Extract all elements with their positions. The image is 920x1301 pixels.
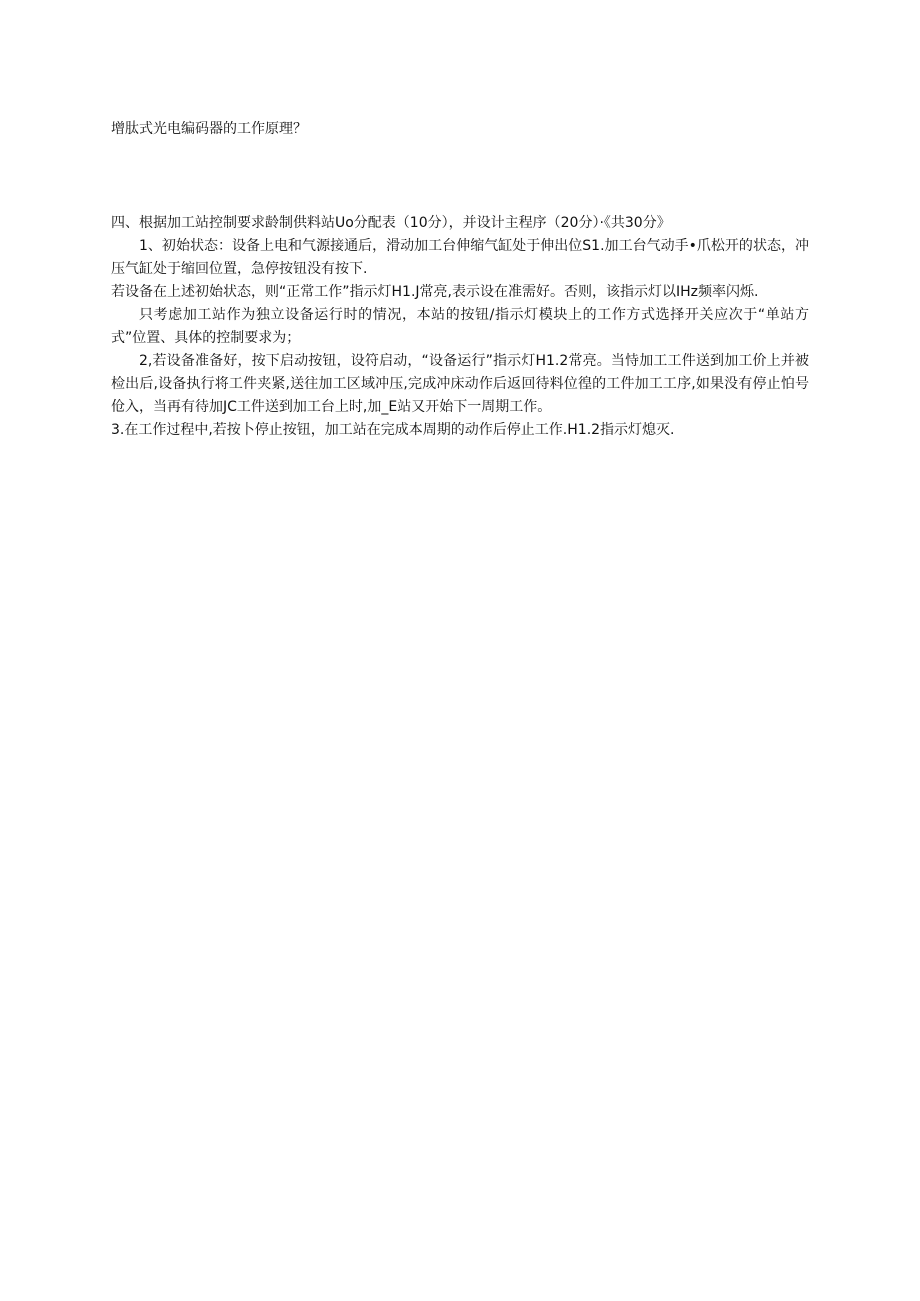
paragraph-single-station-mode: 只考虑加工站作为独立设备运行时的情况，本站的按钮/指示灯模块上的工作方式选择开关应次于“单站方式”位置、具体的控制要求为； <box>111 307 809 346</box>
paragraph-initial-state: 1、初始状态：设备上电和气源接通后，滑动加工台伸缩气缸处于伸出位S1.加工台气动手•爪松开的状态，冲压气缸处于缩回位置，急停按钮没有按下. <box>111 238 809 277</box>
question-prompt: 增肽式光电编码器的工作原理？ <box>111 121 307 137</box>
paragraph-normal-indicator: 若设备在上述初始状态，则“正常工作”指示灯H1.J常亮,表示设在准需好。否则，该指示灯以IHz频率闪烁. <box>111 284 759 300</box>
paragraph-stop-operation: 3.在工作过程中,若按卜停止按钮，加工站在完成本周期的动作后停止工作.H1.2指示灯熄灭. <box>111 422 675 438</box>
section-heading: 四、根据加工站控制要求龄制供料站Uo分配表（10分），并设计主程序（20分）·《共30分》 <box>111 215 671 231</box>
paragraph-start-operation: 2,若设备准备好，按下启动按钮，设符启动，“设备运行”指示灯H1.2常亮。当恃加工工件送到加工价上并被检出后,设备执行将工件夹紧,送往加工区域冲压,完成冲床动作后返回待料位徨的工件加工工序,如果没有停止怕号伧入，当再有待加JC工件送到加工台上时,加_E站又开始下一周期工作。 <box>111 353 809 415</box>
section-four <box>111 212 809 442</box>
